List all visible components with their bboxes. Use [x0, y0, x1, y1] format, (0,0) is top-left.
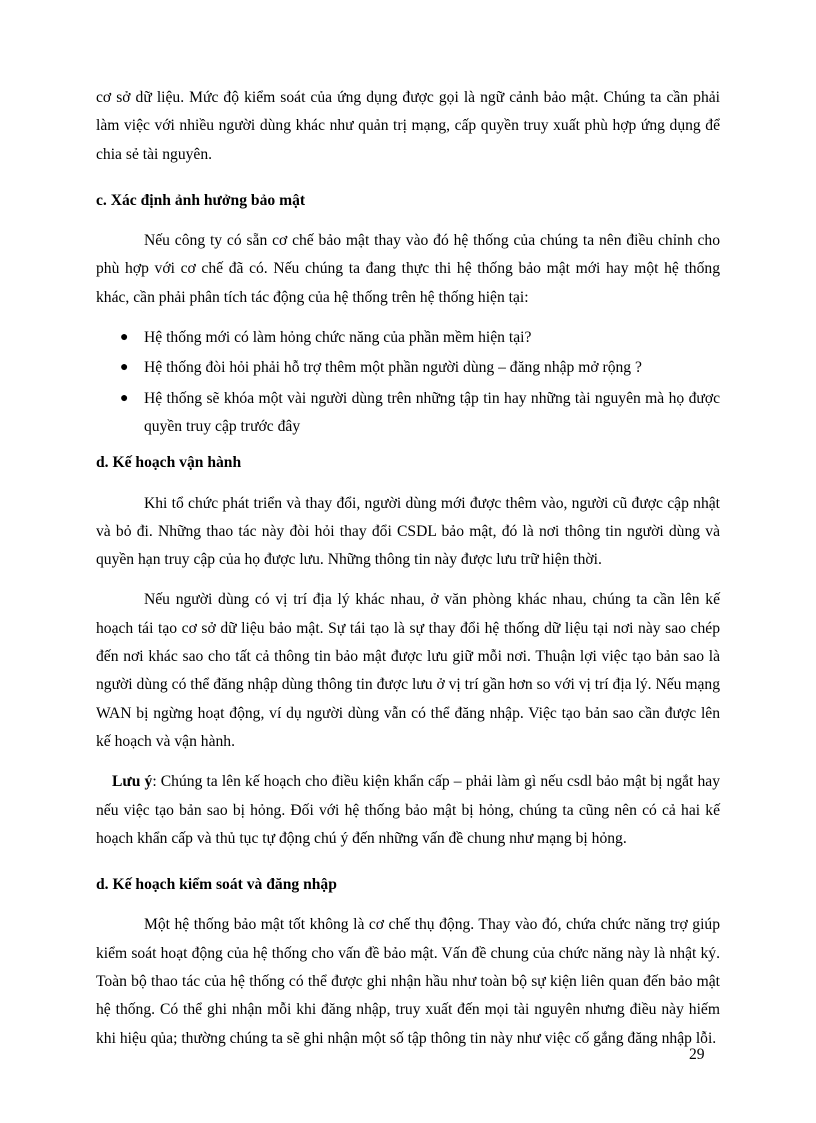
page-number: 29: [689, 1046, 705, 1063]
bullet-icon: ●: [120, 360, 129, 376]
note-text: : Chúng ta lên kế hoạch cho điều kiện khẩn cấp – phải làm gì nếu csdl bảo mật bị ngắt hay nếu việc tạo bản sao bị hỏng. Đối với hệ thống bảo mật bị hỏng, chúng ta cũng nên có cả hai kế hoạch khẩn cấp và thủ tục tự động chú ý đến những vấn đề chung như mạng bị hỏng.: [96, 773, 720, 847]
section-d1-paragraph-2: Nếu người dùng có vị trí địa lý khác nhau, ở văn phòng khác nhau, chúng ta cần lên kế hoạch tái tạo cơ sở dữ liệu bảo mật. Sự tái tạo là sự thay đổi hệ thống dữ liệu tại nơi này sao chép đến nơi khác sao cho tất cả thông tin bảo mật được lưu giữ mỗi nơi. Thuận lợi việc tạo bản sao là người dùng có thể đăng nhập dùng thông tin được lưu ở vị trí gần hơn so với vị trí địa lý. Nếu mạng WAN bị ngừng hoạt động, ví dụ người dùng vẫn có thể đăng nhập. Việc tạo bản sao cần được lên kế hoạch và vận hành.: [96, 591, 720, 750]
list-item-text: Hệ thống mới có làm hỏng chức năng của phần mềm hiện tại?: [144, 329, 532, 347]
list-item-text: Hệ thống đòi hỏi phải hỗ trợ thêm một phần người dùng – đăng nhập mở rộng ?: [144, 359, 642, 377]
list-item: [96, 385, 720, 442]
bullet-icon: ●: [120, 330, 129, 346]
section-heading-c: c. Xác định ảnh hưởng bảo mật: [96, 191, 306, 209]
intro-paragraph: cơ sở dữ liệu. Mức độ kiểm soát của ứng dụng được gọi là ngữ cảnh bảo mật. Chúng ta cần phải làm việc với nhiều người dùng khác như quản trị mạng, cấp quyền truy xuất phù hợp ứng dụng để chia sẻ tài nguyên.: [96, 89, 720, 163]
section-d1-paragraph-1: Khi tổ chức phát triển và thay đổi, người dùng mới được thêm vào, người cũ được cập nhật và bỏ đi. Những thao tác này đòi hỏi thay đổi CSDL bảo mật, đó là nơi thông tin người dùng và quyền hạn truy cập của họ được lưu. Những thông tin này được lưu trữ hiện thời.: [96, 494, 720, 569]
section-c-bullet-list: [96, 324, 720, 441]
section-heading-d-operations: d. Kế hoạch vận hành: [96, 454, 242, 472]
list-item: [96, 354, 720, 382]
section-c-paragraph: Nếu công ty có sẵn cơ chế bảo mật thay vào đó hệ thống của chúng ta nên điều chỉnh cho phù hợp với cơ chế đã có. Nếu chúng ta đang thực thi hệ thống bảo mật mới hay một hệ thống khác, cần phải phân tích tác động của hệ thống trên hệ thống hiện tại:: [96, 232, 720, 306]
document-page: [96, 84, 720, 1065]
section-d2-paragraph: Một hệ thống bảo mật tốt không là cơ chế thụ động. Thay vào đó, chứa chức năng trợ giúp kiểm soát hoạt động của hệ thống cho vấn đề bảo mật. Vấn đề chung của chức năng này là nhật ký. Toàn bộ thao tác của hệ thống có thể được ghi nhận hầu như toàn bộ sự kiện liên quan đến bảo mật hệ thống. Có thể ghi nhận mỗi khi đăng nhập, truy xuất đến mọi tài nguyên nhưng điều này hiếm khi hiệu qủa; thường chúng ta sẽ ghi nhận một số tập thông tin này như việc cố gắng đăng nhập lỗi.: [96, 916, 720, 1047]
list-item-text: Hệ thống sẽ khóa một vài người dùng trên những tập tin hay những tài nguyên mà họ được quyền truy cập trước đây: [144, 389, 720, 435]
section-heading-d-monitoring: d. Kế hoạch kiểm soát và đăng nhập: [96, 876, 337, 894]
note-paragraph: [96, 768, 720, 853]
list-item: [96, 324, 720, 352]
note-label: Lưu ý: [112, 773, 153, 791]
bullet-icon: ●: [120, 390, 129, 406]
